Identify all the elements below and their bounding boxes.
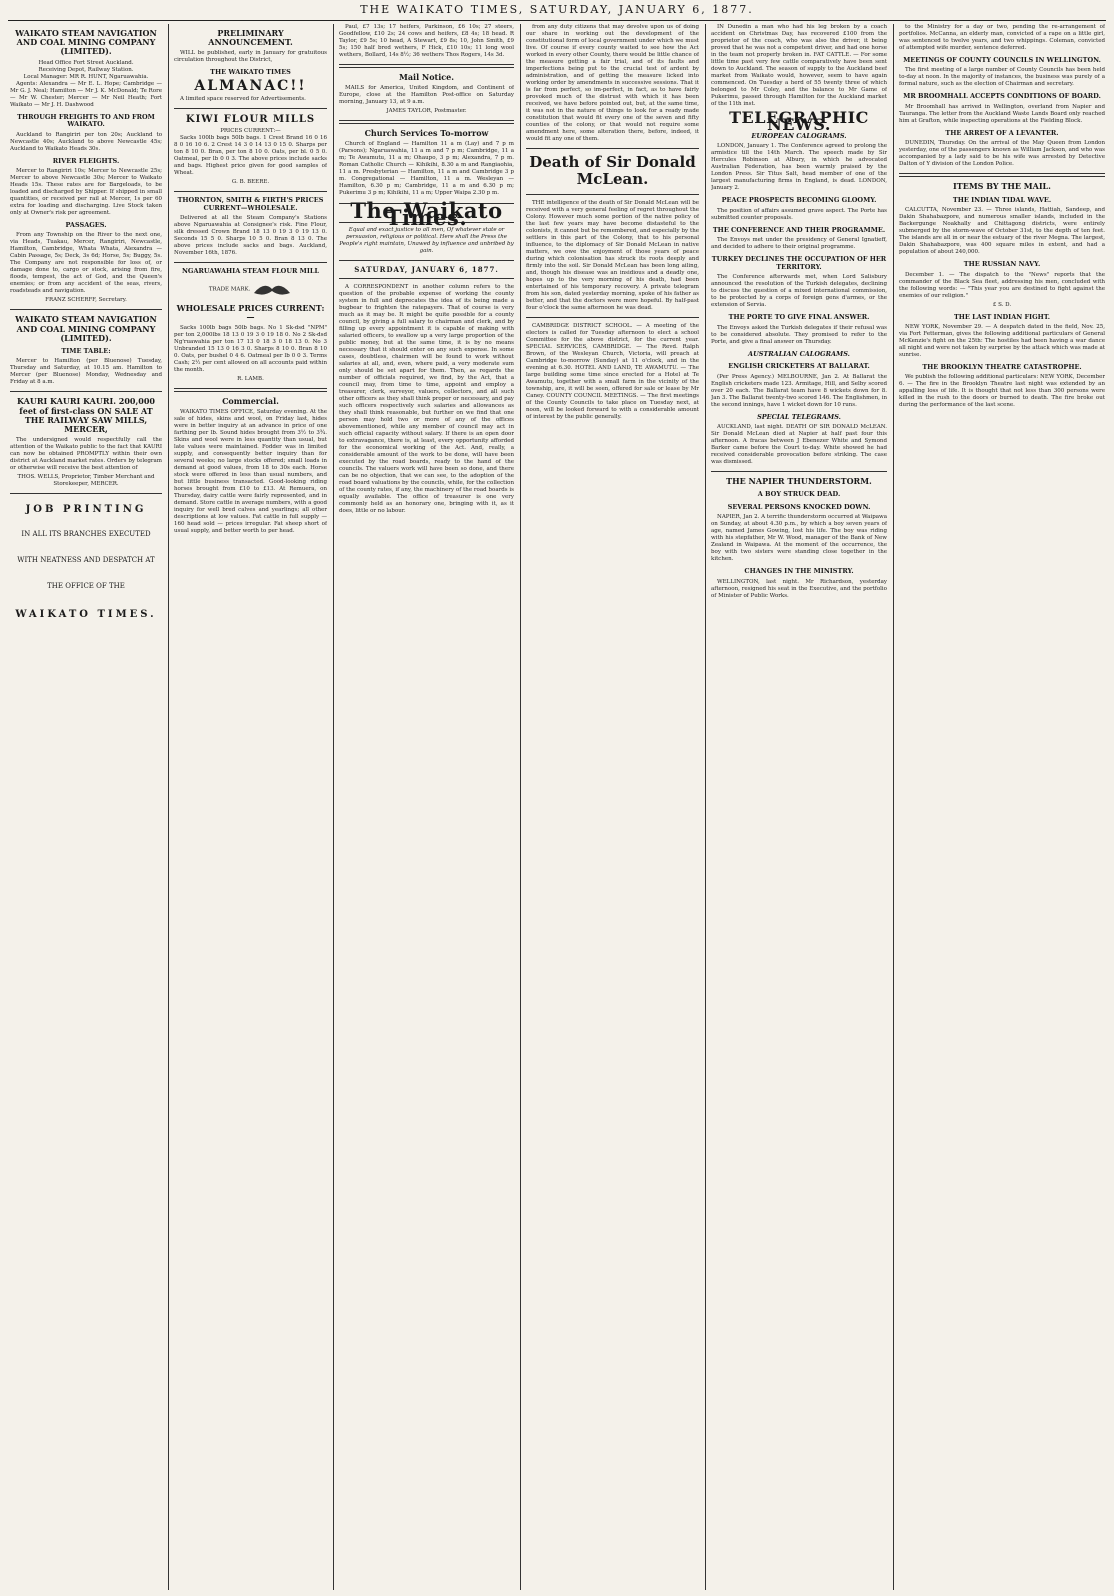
river-freights-heading: RIVER FLEIGHTS. <box>52 156 120 165</box>
wholesale-signature: R. LAMB. <box>237 376 264 383</box>
divider <box>339 120 514 124</box>
telegraphic-news-heading: TELEGRAPHIC NEWS. <box>729 108 869 134</box>
porte-heading: THE PORTE TO GIVE FINAL ANSWER. <box>728 313 870 322</box>
ministry-continued: to the Ministry for a day or two, pending the re-arrangement of portfolios. McCanna, an elderly man, convicted of a rape on a little girl, was sentenced to twelve years, and two whippings. Coleman, convicted of attempted wife murder, sentence deferred. <box>899 24 1105 51</box>
river-freights-text: Mercer to Rangiriri 10s; Mercer to Newcastle 25s; Mercer to above Newcastle 30s; Mercer to Waikato Heads 15s. These rates are for Bargeloads, to be loaded and discharged by Shipper. If shipped in small quantities, or received per rail at Mercer, 1s per 60 extra for loading and discharging. Live Stock taken only at Owner's risk per agreement. <box>10 167 162 216</box>
divider <box>174 262 327 263</box>
newspaper-nameplate: The Waikato Times. <box>339 203 514 223</box>
freights-text: Auckland to Rangiriri per ton 20s; Auckland to Newcastle 40s; Auckland to above Newcastle 45s; Auckland to Waikato Heads 30s. <box>10 131 162 152</box>
special-telegrams-heading: SPECIAL TELEGRAMS. <box>757 412 841 421</box>
kiwi-flour-heading: KIWI FLOUR MILLS <box>185 113 316 125</box>
column-divider <box>893 24 894 1590</box>
tidal-wave-text: CALCUTTA, November 23. — Three islands, Hattiah, Sandeep, and Dakin Shahabazpore, and numerous smaller islands, included in the Backergunge Noakhally and Chittagong districts, were entirely submerged by the storm-wave of October 31st, to the depth of ten feet. The islands are all in or near the estuary of the river Megna. The largest, Dakin Shahabazpore, was 400 square miles in extent, and had a population of about 240,000. <box>899 207 1105 256</box>
kauri-heading: KAURI KAURI KAURI. 200,000 feet of first-class ON SALE AT THE RAILWAY SAW MILLS, MERCER, <box>17 396 155 435</box>
russian-navy-text: December 1. — The dispatch to the "News" reports that the commander of the Black Sea fleet, addressing his men, concluded with the following words: — "This year you are destined to fight against the enemies of our religion." <box>899 271 1105 299</box>
conference-text: The Envoys met under the presidency of General Ignatieff, and decided to adhere to their original programme. <box>711 237 887 251</box>
editorial-date: SATURDAY, JANUARY 6, 1877. <box>354 265 499 275</box>
indian-fight-text: NEW YORK, November 29. — A despatch dated in the field, Nov. 25, via Fort Fetterman, gives the following additional particulars of General McKenzie's fight on the 25th: The hostiles had been having a war dance all night and were not taken by surprise by the attack which was made at sunrise. <box>899 324 1105 358</box>
freights-heading: THROUGH FREIGHTS TO AND FROM WAIKATO. <box>17 112 155 129</box>
thornton-heading: THORNTON, SMITH & FIRTH'S PRICES CURRENT—WHOLESALE. <box>177 196 324 212</box>
editorial-continued: from any duty citizens that may devolve upon us of doing our share in working out the development of the constitutional form of local government under which we must live. Of course if every county waited to see how the Act worked in every other County, there would be little chance of the measure getting a fair trial, and of its faults and imperfections being put to the crucial test of ardent by administration, and of getting the measure licked into working order by amendments in successive sessions. That it is far from perfect, so im-perfect, in fact, as to have fairly provoked much of the distrust with which it has been received, we have before pointed out, but, at the same time, it was not in the nature of things to look for a ready made constitution that would fit every one of the seven and fifty counties of the colony, or that would not require some amendment here, some alteration there, before, indeed, it would fit any one of them. <box>526 24 699 142</box>
cricketers-heading: ENGLISH CRICKETERS AT BALLARAT. <box>728 362 870 371</box>
job-printing-heading: JOB PRINTING <box>25 504 147 516</box>
divider <box>339 278 514 279</box>
mail-notice-heading: Mail Notice. <box>398 72 455 82</box>
almanac-heading: ALMANAC!! <box>194 77 307 94</box>
levanter-heading: THE ARREST OF A LEVANTER. <box>945 128 1059 137</box>
european-heading: EUROPEAN CALOGRAMS. <box>751 132 847 140</box>
divider <box>174 108 327 109</box>
time-table-text: Mercer to Hamilton (per Bluenose) Tuesday, Thursday and Saturday, at 10.15 am. Hamilton to Mercer (per Bluenose) Monday, Wednesday and Friday at 8 a.m. <box>10 358 162 386</box>
commercial-text: WAIKATO TIMES OFFICE, Saturday evening. At the sale of hides, skins and wool, on Friday last, hides were in better inquiry at an advance in price of one farthing per lb. Sound hides brought from 3½ to 3¾. Skins and wool were in less quantity than usual, but late values were maintained. Fodder was in limited supply, and consequently better inquiry than for several weeks; no large stocks offered; small loads in demand at good values, from 18 to 30s each. Horse stock were offered in less than usual numbers, and but little business transacted. Good-looking riding horses brought from £10 to £13. At Remuera, on Thursday, dairy cattle were fairly represented, and in demand. Store cattle in average numbers, with a good inquiry for well bred calves and yearlings; all other descriptions at low values. Fat cattle in full supply — 160 head sold — prices irregular. Fat sheep short of usual supply, and better worth to per head. <box>174 409 327 535</box>
ministry-heading: CHANGES IN THE MINISTRY. <box>744 567 854 576</box>
preliminary-heading: PRELIMINARY ANNOUNCEMENT. <box>208 28 293 48</box>
death-text: THE intelligence of the death of Sir Donald McLean will be received with a very general feeling of regret throughout the Colony. However much some portion of the native policy of the last few years may have become distasteful to the colonists, it cannot but be remembered, and especially by the settlers in this part of the Colony, that to his personal influence, to the diplomacy of Sir Donald McLean in native matters, we owe the enjoyment of those years of peace during which colonisation has struck its roots deeply and firmly into the soil. Sir Donald McLean has been long ailing, and, though his disease was an insidious and a deadly one, hopes up to the very morning of his death, had been entertained of his temporary recovery. A private telegram from his son, dated yesterday morning, spoke of his father as better, and that the doctors were more hopeful. By half-past four o'clock the same afternoon he was dead. <box>526 199 699 311</box>
porte-text: The Envoys asked the Turkish delegates if their refusal was to be considered absolute. They promised to refer to the Porte, and give a final answer on Thursday. <box>711 324 887 345</box>
column-6 <box>899 24 1105 1590</box>
storm-subheading-2: SEVERAL PERSONS KNOCKED DOWN. <box>727 502 871 511</box>
storm-text: NAPIER, Jan 2. A terrific thunderstorm occurred at Waipawa on Sunday, at about 4.30 p.m., by which a boy seven years of age, named James Gowing, lost his life. The boy was riding with his stepfather, Mr W. Wood, manager of the Bank of New Zealand in Waipawa. At the moment of the occurrence, the boy with two sisters were standing close together in the kitchen. <box>711 514 887 563</box>
trade-mark-text: TRADE MARK. <box>208 286 251 293</box>
local-news: IN Dunedin a man who had his leg broken by a coach accident on Christmas Day, has recovered £100 from the proprietor of the coach, who was also the driver, it being proved that he was not a competent driver, and had one horse in the team not properly broken in. FAT CATTLE. — For some little time past very few cattle comparatively have been sent down to Auckland. The season of supply to the Auckland beef market from Waikato would, however, seem to have again commenced. On Tuesday a herd of 55 twenty three of which belonged to Mr Coley, and the balance to Mr Game of Pukerimu, passed through Hamilton for the Auckland market of the 11th inst. <box>711 24 887 107</box>
passages-heading: PASSAGES. <box>65 220 107 229</box>
turkey-text: The Conference afterwards met, when Lord Salisbury announced the resolution of the Turkish delegates, declining to discuss the question of a mixed international commission, to be protected by a corps of foreign gens d'armes, or the extension of Servia. <box>711 274 887 309</box>
divider <box>339 64 514 68</box>
church-services-text: Church of England — Hamilton 11 a m (Lay) and 7 p m (Parsons); Ngaruawahia, 11 a m and 7 p m; Cambridge, 11 a m; Te Awamutu, 11 a m; Ohaupo, 3 p m; Alexandra, 7 p m. Roman Catholic Church — Kihikihi, 8.30 a m and Rangiaohia, 11 a m. Presbyterian — Hamilton, 11 a m and Cambridge 3 p m. Congregational — Hamilton, 11 a m. Wesleyan — Hamilton, 6.30 p m; Cambridge, 11 a m and 6.30 p m; Pukerimu 3 p m; Kihikihi, 11 a m; Upper Waipa 2.30 p m. <box>339 141 514 197</box>
items-by-mail-heading: ITEMS BY THE MAIL. <box>953 181 1051 192</box>
death-heading: Death of Sir Donald McLean. <box>529 153 696 189</box>
divider <box>526 317 699 318</box>
preliminary-text: WILL be published, early in January for gratuitous circulation throughout the District, <box>174 50 327 64</box>
kiwi-prices-text: Sacks 100lb bags 50lb bags. 1 Crest Brand 16 0 16 8 0 16 10 6. 2 Crest 14 3 0 14 13 0 15 0. Sharps per ton 8 10 0. Bran, per ton 8 10 0. Oats, per bl. 0 5 0. Oatmeal, per lb 0 0 3. The above prices include sacks and bags. Highest price given for good samples of Wheat. <box>174 135 327 177</box>
job-printing-footer: WAIKATO TIMES. <box>15 609 157 621</box>
ministry-text: WELLINGTON, last night. Mr Richardson, yesterday afternoon, resigned his seat in the Executive, and the portfolio of Minister of Public Works. <box>711 578 887 599</box>
column-divider <box>520 24 521 1590</box>
steam-flour-heading: NGARUAWAHIA STEAM FLOUR MILL <box>181 267 320 276</box>
column-divider <box>705 24 706 1590</box>
column-5 <box>711 24 887 1590</box>
masthead-rule <box>8 20 1106 21</box>
head-office: Head Office Fort Street Auckland. <box>38 59 134 66</box>
editorial-text: A CORRESPONDENT in another column refers to the question of the probable expense of working the county system in full and deprecates the idea of its being made a bugbear to frighten the ratepayers. That of course is very much as it may be. It might be quite possible for a county council, by giving a full salary to chairman and clerk, and by filling up every appointment it is capable of making with salaried officers, to swallow up a very large proportion of the public money, but at the same time, it is by no means necessary that it should enter on any such expense. In some cases, doubtless, chairmen will be found to work without salaries at all, and, even, where paid, a very moderate sum only should be set apart for them. Then, as regards the number of officials required, we find, by the Act, that a council may, from time to time, appoint and employ a treasurer, clerk, surveyor, valuers, collectors, and all such other officers as they shall think proper or necessary, and pay such officers respectively such salaries and allowances as they shall think reasonable, but further on we find that one person may hold two or more of any of the offices abovementioned, while any member of council may act in such official capacity without salary. If there is an open door to extravagance, there is, at least, every opportunity afforded for the economical working of the Act. And, really, a considerable amount of the work to be done, will have been executed by the road boards, ready to the hand of the councils. The valuers work will have been so done, and there can be no objection, that we can see, to the adoption of the road board valuations by the councils, while, for the collection of the county rates, if any, the machinery of the road boards is equally available. The office of treasurer is one very commonly held as an honorary one, bringing with it, as it does, little or no labour. <box>339 284 514 515</box>
kiwi-prices-sub: PRICES CURRENT:— <box>220 128 281 135</box>
thornton-text: Delivered at all the Steam Company's Stations above Ngaruawahia at Consignee's risk. Fine Flour, silk dressed Crown Brand 18 13 0 19 3 0 19 13 0. Seconds 15 5 0. Sharps 10 5 0. Bran 8 13 0. The above prices include sacks and bags. Auckland, November 16th, 1876. <box>174 215 327 257</box>
divider <box>10 391 162 392</box>
indian-fight-heading: THE LAST INDIAN FIGHT. <box>953 312 1051 321</box>
storm-subheading: A BOY STRUCK DEAD. <box>757 490 841 499</box>
column-divider <box>168 24 169 1590</box>
european-text: LONDON, January 1. The Conference agreed to prolong the armistice till the 14th March. The speech made by Sir Hercules Robinson at Albury, in which he advocated Australian Federation, has been warmly praised by the London Press. Sir Titus Salt, head member of one of the largest manufacturing firms in England, is dead. LONDON, January 2. <box>711 143 887 192</box>
local-notes: CAMBRIDGE DISTRICT SCHOOL. — A meeting of the electors is called for Tuesday afternoon to elect a school Committee for the above district, for the current year. SPECIAL SERVICES, CAMBRIDGE. — The Revd. Ralph Brown, of the Wesleyan Church, Victoria, will preach at Cambridge to-morrow (Sunday) at 11 o'clock, and in the evening at 6.30. HOTEL AND LAND, TE AWAMUTU. — The large building some time since erected for a Hotel at Te Awamutu, together with a small farm in the vicinity of the township, are, it will be seen, offered for sale or lease by Mr Caney. COUNTY COUNCIL MEETINGS. — The first meetings of the County Councils to take place on Tuesday next, at noon, will be looked forward to with a considerable amount of interest by the public generally. <box>526 322 699 420</box>
county-meetings-text: The first meeting of a large number of County Councils has been held to-day at noon. In the majority of instances, the business was purely of a formal nature, such as the election of Chairman and secretary. <box>899 67 1105 88</box>
kauri-text: The undersigned would respectfully call the attention of the Waikato public to the fact that KAURI can now be obtained PROMPTLY within their own district at Auckland market rates. Orders by telegram or otherwise will receive the best attention of <box>10 437 162 472</box>
job-printing-text: IN ALL ITS BRANCHES EXECUTED WITH NEATNESS AND DESPATCH AT THE OFFICE OF THE <box>17 530 155 591</box>
conference-heading: THE CONFERENCE AND THEIR PROGRAMME. <box>712 225 886 234</box>
agents-list: Agents: Alexandra — Mr E. L. Hope; Cambridge — Mr G. J. Neal; Hamilton — Mr J. K. McDonald; Te Rore — Mr W. Chester; Mercer — Mr Neil Heath; Fort Waikato — Mr J. H. Dashwood <box>10 80 162 108</box>
mail-notice-text: MAILS for America, United Kingdom, and Continent of Europe, close at the Hamilton Post-office on Saturday morning, January 13, at 9 a.m. <box>339 85 514 106</box>
masthead: THE WAIKATO TIMES, SATURDAY, JANUARY 6, 1877. <box>360 3 754 16</box>
nameplate-motto: Equal and exact justice to all men, Of whatever state or persuasion, religious or political. Here shall the Press the People's right maintain, Unawed by influence and unbribed by gain. <box>339 227 514 255</box>
turkey-heading: TURKEY DECLINES THE OCCUPATION OF HER TERRITORY. <box>711 255 887 271</box>
divider <box>711 471 887 472</box>
commercial-heading: Commercial. <box>222 396 279 407</box>
divider <box>339 260 514 261</box>
column-divider <box>333 24 334 1590</box>
trade-mark-label <box>174 279 327 299</box>
broomhall-heading: MR BROOMHALL ACCEPTS CONDITIONS OF BOARD. <box>903 92 1101 101</box>
sales-report: Paul, £7 13s; 17 heifers, Parkinson, £6 10s; 27 steers, Goodfellow, £10 2s; 24 cows and heifers, £8 4s; 18 head. R Taylor, £9 5s; 10 head, A Stewart, £9 8s; 10, John Smith, £9 5s; 150 half bred wethers, F Hick, £10 10s; 11 long wool wethers, Bollard, 14s 8½; 36 wethers Thos Rogers, 14s 3d. <box>339 24 514 58</box>
passages-text: From any Township on the River to the next one, via Heads, Tuakau, Mercer, Rangiriri, Newcastle, Hamilton, Cambridge, Whata Whata, Alexandra — Cabin Passage, 5s; Deck, 3s 6d; Horse, 5s; Buggy, 5s. The Company are not responsible for loss of, or damage done to, cargo or stock, arising from fire, floods, tempest, the act of God, and the Queen's enemies; or from any accident of the seas, rivers, roadsteads and navigation. <box>10 232 162 295</box>
divider <box>899 173 1105 177</box>
australian-heading: AUSTRALIAN CALOGRAMS. <box>748 349 850 358</box>
section-mark: £ S. D. <box>992 301 1012 308</box>
russian-navy-heading: THE RUSSIAN NAVY. <box>963 260 1041 269</box>
divider <box>526 148 699 149</box>
special-telegrams-text: AUCKLAND, last night. DEATH OF SIR DONALD McLEAN. Sir Donald McLean died at Napier at half past four this afternoon. A fracas between J Ebenezer White and Symond Barker came before the Court to-day. White showed he had received considerable provocation before striking. The case was dismissed. <box>711 424 887 466</box>
cricketers-text: (Per Press Agency.) MELBOURNE, Jan 2. At Ballarat the English cricketers made 123. Armitage, Hill, and Selby scored over 20 each. The Ballarat team have 8 wickets down for 8. Jan 3. The Ballarat twenty-two scored 146. The Englishmen, in the second innings, have 1 wicket down for 10 runs. <box>711 373 887 408</box>
tidal-wave-heading: THE INDIAN TIDAL WAVE. <box>952 195 1052 204</box>
church-services-heading: Church Services To-morrow <box>364 128 489 139</box>
divider <box>10 493 162 494</box>
county-meetings-heading: MEETINGS OF COUNTY COUNCILS IN WELLINGTON. <box>903 56 1101 64</box>
levanter-text: DUNEDIN, Thursday. On the arrival of the May Queen from London yesterday, one of the passengers known as William Jackson, and who was accompanied by a lady said to be his wife was arrested by Detective Dalton of Y division of the London Police. <box>899 140 1105 168</box>
steam-nav-heading: WAIKATO STEAM NAVIGATION AND COAL MINING COMPANY (LIMITED). <box>15 28 157 57</box>
times-line: THE WAIKATO TIMES <box>210 68 291 77</box>
broomhall-text: Mr Broomhall has arrived in Wellington, overland from Napier and Tauranga. The letter from the Auckland Waste Lands Board only reached him at Grafton, while inspecting operations at the Fielding Block. <box>899 103 1105 124</box>
column-1 <box>10 24 162 1590</box>
mail-notice-signature: JAMES TAYLOR, Postmaster. <box>386 108 467 115</box>
kauri-signature: THOS. WELLS, Proprietor, Timber Merchant and Storekeeper, MERCER. <box>17 474 155 488</box>
almanac-text: A limited space reserved for Advertisements. <box>180 95 306 102</box>
secretary-signature: FRANZ SCHERFF, Secretary. <box>45 297 127 304</box>
steam-nav-heading-2: WAIKATO STEAM NAVIGATION AND COAL MINING COMPANY (LIMITED). <box>15 314 157 343</box>
storm-heading: THE NAPIER THUNDERSTORM. <box>726 476 872 487</box>
local-manager: Local Manager: MR R. HUNT, Ngaruawahia. <box>23 73 149 80</box>
brooklyn-theatre-heading: THE BROOKLYN THEATRE CATASTROPHE. <box>922 363 1082 371</box>
brooklyn-theatre-text: We publish the following additional particulars: NEW YORK, December 6. — The fire in the Brooklyn Theatre last night was extended by an appalling loss of life. It is thought that not less than 300 persons were killed in the rush to the doors or burned to death. The fire broke out during the performance of the last scene. <box>899 374 1105 409</box>
divider <box>174 388 327 392</box>
column-4 <box>526 24 699 1590</box>
divider <box>526 194 699 195</box>
receiving-depot: Receiving Depot, Railway Station. <box>38 66 134 73</box>
time-table-heading: TIME TABLE: <box>61 347 111 355</box>
peace-heading: PEACE PROSPECTS BECOMING GLOOMY. <box>721 196 877 205</box>
kiwi-signature: G. B. BEERE. <box>231 179 270 186</box>
peace-text: The position of affairs assumed grave aspect. The Porte has submitted counter proposals. <box>711 207 887 221</box>
column-3 <box>339 24 514 1590</box>
trade-mark-emblem-icon <box>252 279 292 299</box>
divider <box>174 191 327 192</box>
wholesale-heading: WHOLESALE PRICES CURRENT:— <box>176 302 325 322</box>
column-2 <box>174 24 327 1590</box>
divider <box>10 309 162 310</box>
wholesale-text: Sacks 100lb bags 50lb bags. No 1 Sk-dsd "NPM" per ton 2,000lbs 18 13 0 19 3 0 19 18 0. No 2 Sk-dsd Ng'ruawahia per ton 17 13 0 18 3 0 18 13 0. No 3 Unbranded 15 13 0 16 3 0. Sharps 8 10 0. Bran 8 10 0. Oats, per bushel 0 4 6. Oatmeal per lb 0 0 3. Terms Cash; 2½ per cent allowed on all accounts paid within the month. <box>174 325 327 374</box>
